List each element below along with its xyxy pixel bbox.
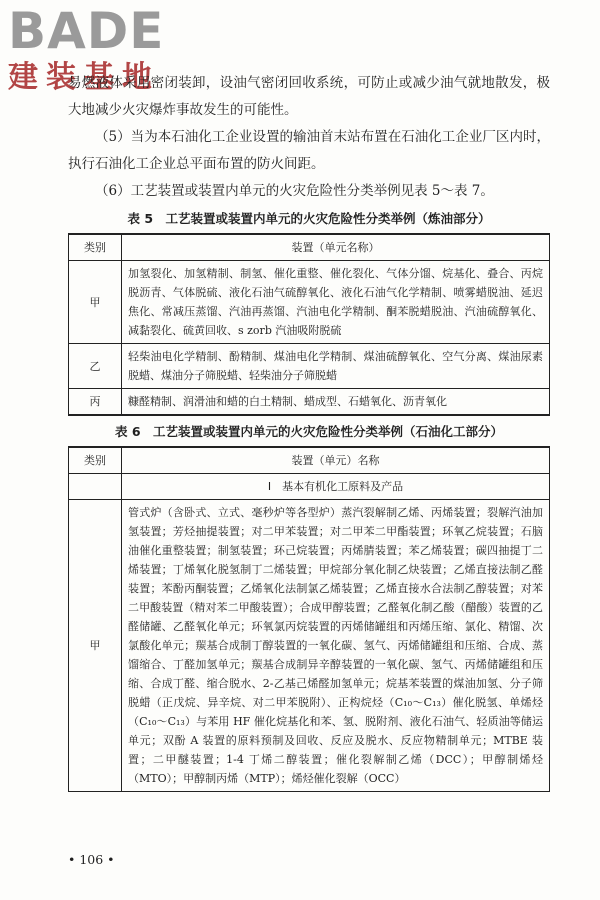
logo-wordmark: BADE [8,2,165,60]
row-text: 管式炉（含卧式、立式、毫秒炉等各型炉）蒸汽裂解制乙烯、丙烯装置；裂解汽油加氢装置；芳烃抽提装置；对二甲苯装置；对二甲苯二甲酯装置；环氧乙烷装置；石脑油催化重整装置；制氢装置；环己烷装置；丙烯腈装置；苯乙烯装置；碳四抽提丁二烯装置；丁烯氧化脱氢制丁二烯装置；甲烷部分氧化制乙炔装置；乙烯直接法制乙醛装置；苯酚丙酮装置；乙烯氧化法制氯乙烯装置；乙烯直接水合法制乙醇装置；对苯二甲酸装置（精对苯二甲酸装置）；合成甲醇装置；乙醛氧化制乙酸（醋酸）装置的乙醛储罐、乙醛氧化单元；环氧氯丙烷装置的丙烯储罐组和丙烯压缩、氯化、精馏、次氯酸化单元；羰基合成制丁醇装置的一氧化碳、氢气、丙烯储罐组和压缩、合成、蒸馏缩合、丁醛加氢单元；羰基合成制异辛醇装置的一氧化碳、氢气、丙烯储罐组和压缩、合成丁醛、缩合脱水、2-乙基己烯醛加氢单元；烷基苯装置的煤油加氢、分子筛脱蜡（正戊烷、异辛烷、对二甲苯脱附）、正构烷烃（C₁₀～C₁₃）催化脱氢、单烯烃（C₁₀～C₁₃）与苯用 HF 催化烷基化和苯、氢、脱附剂、液化石油气、轻质油等储运单元；双酚 A 装置的原料预制及回收、反应及脱水、反应物精制单元；MTBE 装置；二甲醚装置；1-4 丁烯二醇装置；催化裂解制乙烯（DCC）；甲醇制烯烃（MTO）；甲醇制丙烯（MTP）；烯烃催化裂解（OCC） [122,500,550,792]
row-text: 加氢裂化、加氢精制、制氢、催化重整、催化裂化、气体分馏、烷基化、叠合、丙烷脱沥青、气体脱硫、液化石油气硫醇氧化、液化石油气化学精制、喷雾蜡脱油、延迟焦化、常减压蒸馏、汽油再蒸馏、汽油电化学精制、酮苯脱蜡脱油、汽油硫醇氧化、减黏裂化、硫黄回收、s zorb 汽油吸附脱硫 [122,261,550,344]
table-subheader-row [69,474,550,500]
table5-caption: 表 5 工艺装置或装置内单元的火灾危险性分类举例（炼油部分） [127,211,491,226]
header-item: 装置（单元）名称 [122,447,550,474]
header-item: 装置（单元名称） [122,234,550,261]
table-row [69,344,550,389]
table5 [68,233,550,416]
header-category: 类别 [69,447,122,474]
table-header-row [69,234,550,261]
logo-subtitle: 建装基地 [8,60,160,95]
row-text: 糠醛精制、润滑油和蜡的白土精制、蜡成型、石蜡氧化、沥青氧化 [122,389,550,416]
paragraph: 易燃液体采用密闭装卸，设油气密闭回收系统，可防止或减少油气就地散发，极大地减少火灾爆炸事故发生的可能性。 [68,75,550,118]
table-row [69,261,550,344]
table-row [69,500,550,792]
paragraph: （5）当为本石油化工企业设置的输油首末站布置在石油化工企业厂区内时，执行石油化工企业总平面布置的防火间距。 [68,129,550,172]
table6 [68,446,550,792]
row-category: 乙 [69,344,122,389]
table-header-row [69,447,550,474]
paragraph: （6）工艺装置或装置内单元的火灾危险性分类举例见表 5～表 7。 [95,183,494,199]
row-text: 轻柴油电化学精制、酚精制、煤油电化学精制、煤油硫醇氧化、空气分离、煤油尿素脱蜡、煤油分子筛脱蜡、轻柴油分子筛脱蜡 [122,344,550,389]
row-category: 甲 [69,261,122,344]
table-subheader: Ⅰ 基本有机化工原料及产品 [122,474,550,500]
row-category: 甲 [69,500,122,792]
page-content [68,70,550,792]
header-category: 类别 [69,234,122,261]
row-category: 丙 [69,389,122,416]
page-number: • 106 • [68,852,115,867]
subheader-empty-cell [69,474,122,500]
table-row [69,389,550,416]
table6-caption: 表 6 工艺装置或装置内单元的火灾危险性分类举例（石油化工部分） [114,424,504,439]
